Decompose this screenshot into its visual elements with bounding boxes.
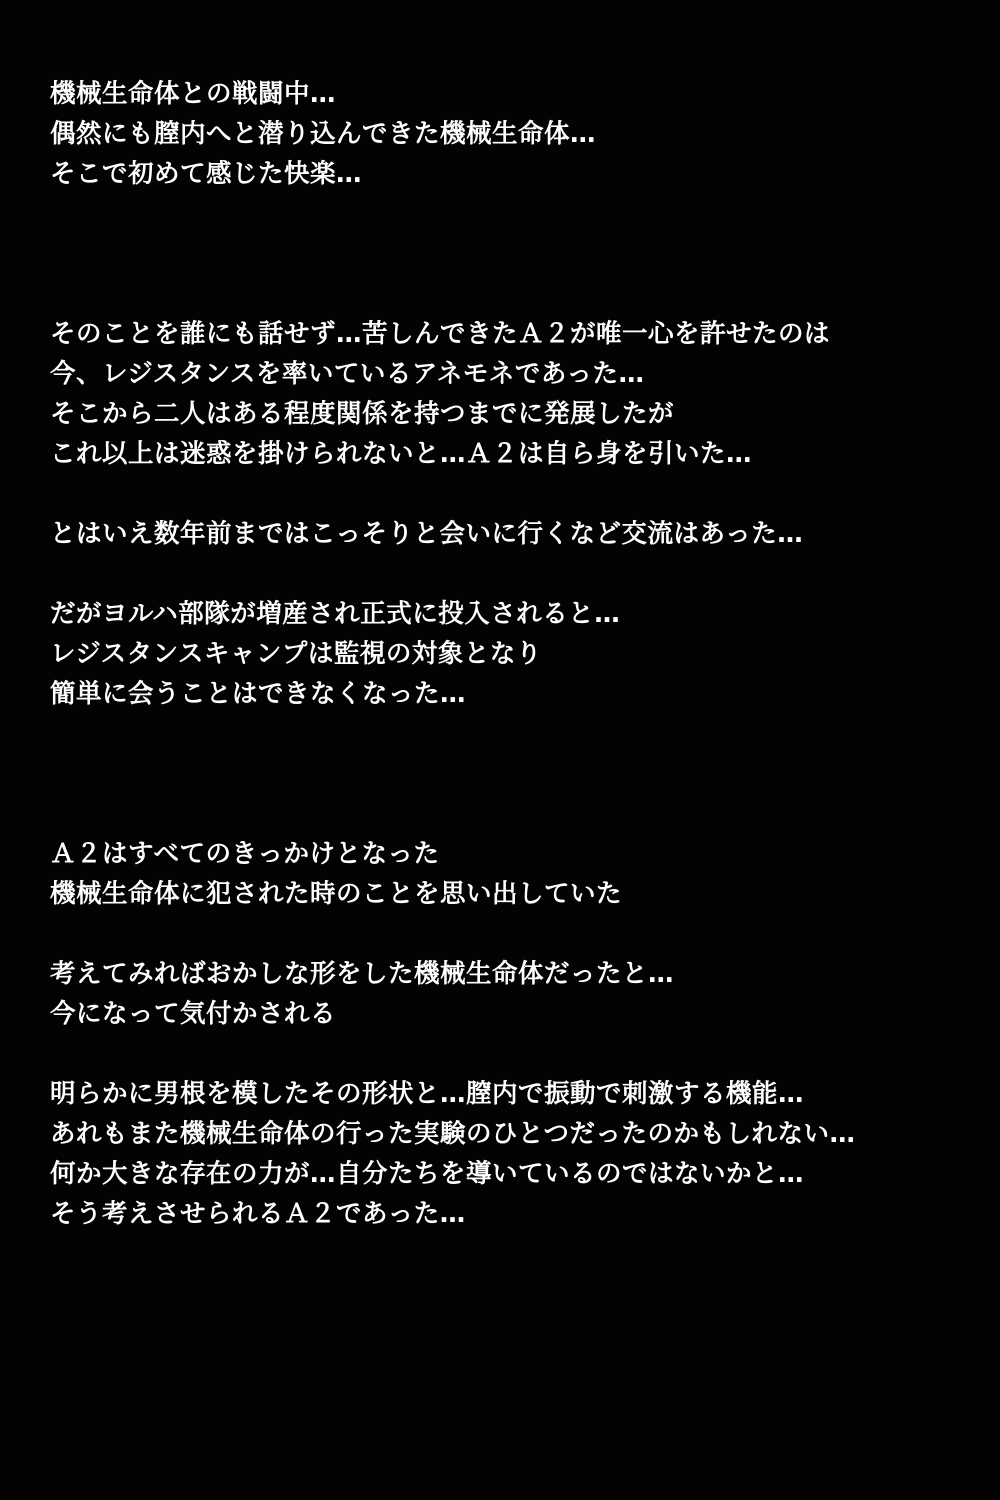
paragraph-intro <box>50 74 960 194</box>
text-line: とはいえ数年前まではこっそりと会いに行くなど交流はあった… <box>50 519 804 549</box>
narrative-text-layer <box>50 74 960 1234</box>
text-line: 機械生命体に犯された時のことを思い出していた <box>50 879 623 909</box>
text-line: 簡単に会うことはできなくなった… <box>50 679 467 709</box>
text-line: 今になって気付かされる <box>50 999 337 1029</box>
paragraph-conclusion <box>50 1074 960 1234</box>
text-line: Ａ２はすべてのきっかけとなった <box>50 839 440 869</box>
text-line: これ以上は迷惑を掛けられないと…Ａ２は自ら身を引いた… <box>50 439 753 469</box>
text-line: だがヨルハ部隊が増産され正式に投入されると… <box>50 599 621 629</box>
text-line: 今、レジスタンスを率いているアネモネであった… <box>50 359 645 389</box>
text-line: そこで初めて感じた快楽… <box>50 159 363 189</box>
text-line: そのことを誰にも話せず…苦しんできたＡ２が唯一心を許せたのは <box>50 319 831 349</box>
text-line: そう考えさせられるＡ２であった… <box>50 1199 466 1229</box>
text-line: 機械生命体との戦闘中… <box>50 79 337 109</box>
paragraph-years-ago <box>50 514 960 554</box>
text-line: 考えてみればおかしな形をした機械生命体だったと… <box>50 959 675 989</box>
text-line: レジスタンスキャンプは監視の対象となり <box>50 639 542 669</box>
paragraph-yorha-deployment <box>50 594 960 714</box>
paragraph-recollection <box>50 834 960 914</box>
paragraph-backstory <box>50 314 960 474</box>
text-line: あれもまた機械生命体の行った実験のひとつだったのかもしれない… <box>50 1119 856 1149</box>
text-line: 明らかに男根を模したその形状と…膣内で振動で刺激する機能… <box>50 1079 805 1109</box>
text-line: そこから二人はある程度関係を持つまでに発展したが <box>50 399 675 429</box>
text-line: 偶然にも膣内へと潜り込んできた機械生命体… <box>50 119 597 149</box>
text-line: 何か大きな存在の力が…自分たちを導いているのではないかと… <box>50 1159 805 1189</box>
paragraph-strange-shape <box>50 954 960 1034</box>
